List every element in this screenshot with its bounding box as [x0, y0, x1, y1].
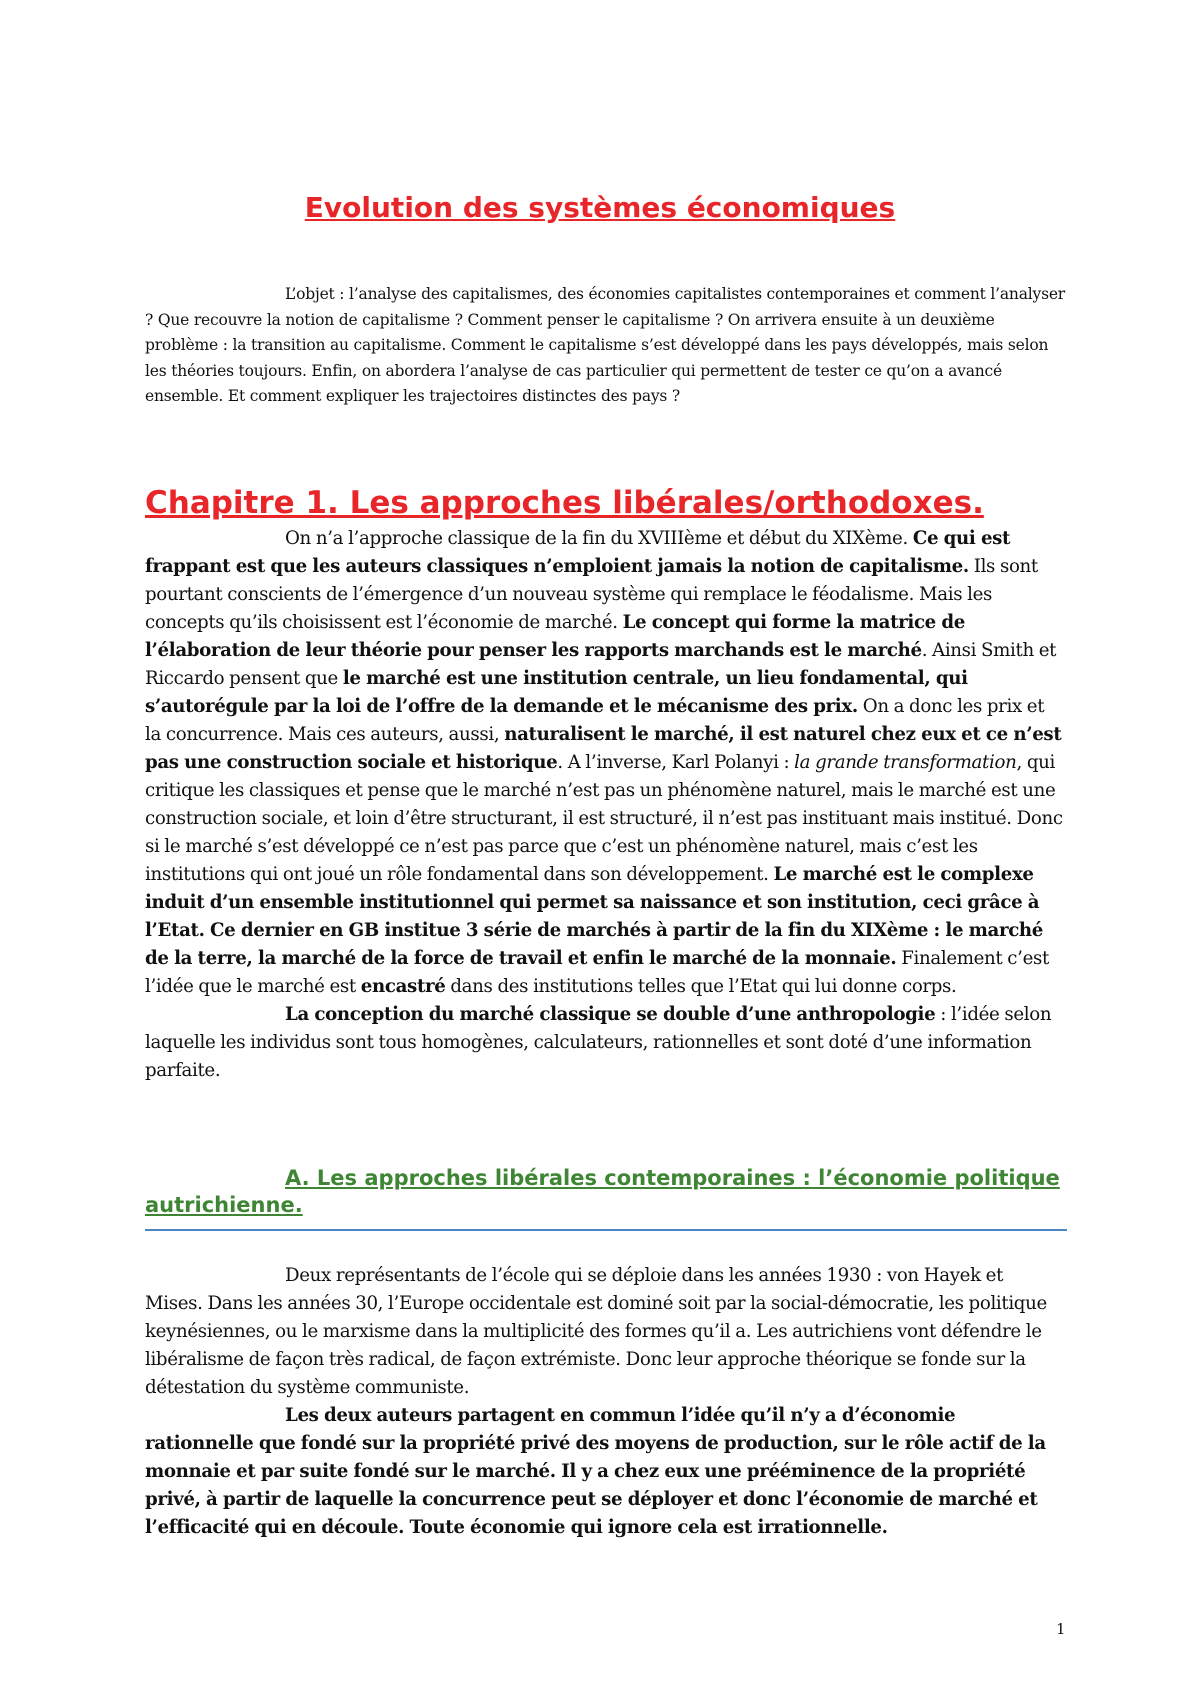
bold-run: naturalisent le marché, il est naturel chez eux et ce n’est pas une construction sociale et historique	[145, 724, 1062, 773]
book-title-italic: la grande transformation	[794, 752, 1017, 773]
paragraph-anthropology	[145, 1001, 1065, 1085]
bold-run: le marché est une institution centrale, un lieu fondamental, qui s’autorégule par la loi de l’offre de la demande et le mécanisme des prix.	[145, 668, 968, 717]
section-a-body	[145, 1262, 1065, 1542]
bold-run: Les deux auteurs partagent en commun l’idée qu’il n’y a d’économie rationnelle que fondé sur la propriété privé des moyens de production, sur le rôle actif de la monnaie et par suite fondé sur le marché. Il y a chez eux une prééminence de la propriété privé, à partir de laquelle la concurrence peut se déployer et donc l’économie de marché et l’efficacité qui en découle. Toute économie qui ignore cela est irrationnelle.	[145, 1405, 1046, 1538]
bold-run: Le marché est le complexe induit d’un ensemble institutionnel qui permet sa naissance et son institution, ceci grâce à l’Etat. Ce dernier en GB institue 3 série de marchés à partir de la fin du XIXème : le marché de la terre, la marché de la force de travail et enfin le marché de la monnaie.	[145, 864, 1044, 969]
section-a-title: A. Les approches libérales contemporaines : l’économie politique autrichienne.	[145, 1166, 1060, 1217]
page-number: 1	[1056, 1620, 1066, 1638]
chapter-title: Chapitre 1. Les approches libérales/orthodoxes.	[145, 485, 984, 521]
paragraph-private-property	[145, 1402, 1065, 1542]
paragraph-austrian-school: Deux représentants de l’école qui se déploie dans les années 1930 : von Hayek et Mises. Dans les années 30, l’Europe occidentale est dominé soit par la social-démocratie, les politique keynésiennes, ou le marxisme dans la multiplicité des formes qu’il a. Les autrichiens vont défendre le libéralisme de façon très radical, de façon extrémiste. Donc leur approche théorique se fonde sur la détestation du système communiste.	[145, 1265, 1047, 1398]
bold-run: Ce qui est frappant est que les auteurs classiques n’emploient jamais la notion de capitalisme.	[145, 528, 1011, 577]
chapter-body	[145, 525, 1065, 1085]
text-run: On a donc les prix et la concurrence. Mais ces auteurs, aussi,	[145, 696, 1045, 745]
text-run: Finalement c’est l’idée que le marché est	[145, 948, 1049, 997]
text-run: . Ainsi Smith et Riccardo pensent que	[145, 640, 1057, 689]
bold-run: Le concept qui forme la matrice de l’élaboration de leur théorie pour penser les rapports marchands est le marché	[145, 612, 965, 661]
intro-text: L’objet : l’analyse des capitalismes, des économies capitalistes contemporaines et comment l’analyser ? Que recouvre la notion de capitalisme ? Comment penser le capitalisme ? On arrivera ensuite à un deuxième problème : la transition au capitalisme. Comment le capitalisme s’est développé dans les pays développés, mais selon les théories toujours. Enfin, on abordera l’analyse de cas particulier qui permettent de tester ce qu’on a avancé ensemble. Et comment expliquer les trajectoires distinctes des pays ?	[145, 285, 1066, 405]
text-run: dans des institutions telles que l’Etat qui lui donne corps.	[445, 976, 957, 997]
bold-run: La conception du marché classique se double d’une anthropologie	[285, 1004, 936, 1025]
bold-run: encastré	[360, 976, 446, 997]
document-title: Evolution des systèmes économiques	[304, 191, 896, 224]
paragraph-classical-approach	[145, 525, 1065, 1001]
text-run: : l’idée selon laquelle les individus sont tous homogènes, calculateurs, rationnelles et sont doté d’une information parfaite.	[145, 1004, 1052, 1081]
intro-paragraph	[145, 282, 1065, 410]
text-run: . A l’inverse, Karl Polanyi :	[557, 752, 795, 773]
text-run: On n’a l’approche classique de la fin du XVIIIème et début du XIXème.	[285, 528, 913, 549]
text-run: Ils sont pourtant conscients de l’émergence d’un nouveau système qui remplace le féodalisme. Mais les concepts qu’ils choisissent est l’économie de marché.	[145, 556, 1038, 633]
section-divider	[145, 1229, 1067, 1231]
text-run: , qui critique les classiques et pense que le marché n’est pas un phénomène naturel, mais le marché est une construction sociale, et loin d’être structurant, il est structuré, il n’est pas instituant mais institué. Donc si le marché s’est développé ce n’est pas parce que c’est un phénomène naturel, mais c’est les institutions qui ont joué un rôle fondamental dans son développement.	[145, 752, 1063, 885]
